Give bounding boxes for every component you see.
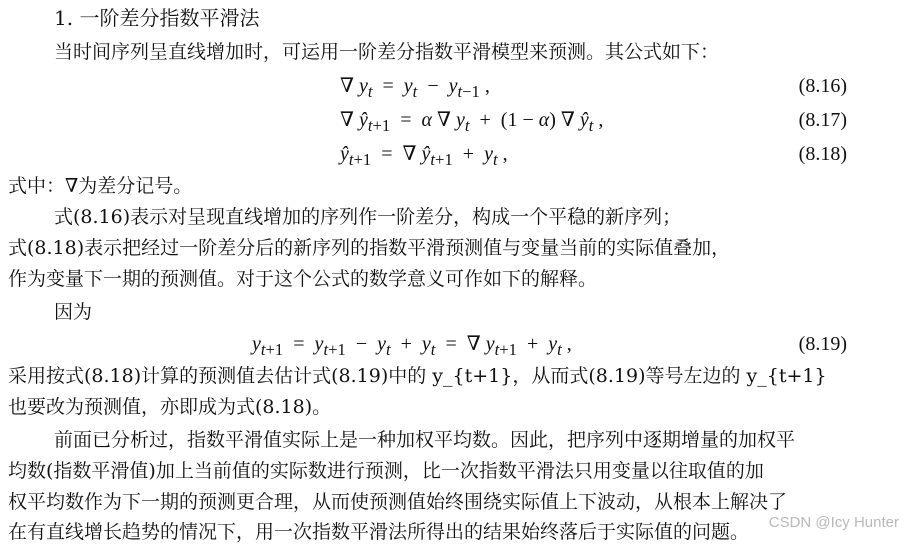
paragraph-line: 权平均数作为下一期的预测更合理，从而使预测值始终围绕实际值上下波动，从根本上解决了	[8, 491, 788, 513]
equation-8-19: $y_{t+1} = y_{t+1} - y_t + y_t$ = ∇ $y_{t+1} + y_t$ ,	[252, 333, 572, 359]
difference-note: 式中：∇为差分记号。	[8, 175, 193, 197]
equation-8-17: ∇ $ŷ_{t+1} = \alpha$ ∇ $y_t + (1 - \alpha)$ ∇ $ŷ_t$ ,	[340, 109, 604, 135]
equation-number: (8.16)	[798, 75, 847, 97]
paragraph-line: 也要改为预测值，亦即成为式(8.18)。	[8, 396, 332, 418]
equation-number: (8.18)	[798, 143, 847, 165]
paragraph-line: 在有直线增长趋势的情况下，用一次指数平滑法所得出的结果始终落后于实际值的问题。	[8, 521, 750, 543]
equation-number: (8.19)	[798, 333, 847, 355]
paragraph-line: 采用按式(8.18)计算的预测值去估计式(8.19)中的 y_{t+1}，从而式(8.19)等号左边的 y_{t+1}	[8, 365, 827, 387]
equation-number: (8.17)	[798, 109, 847, 131]
paragraph-line: 作为变量下一期的预测值。对于这个公式的数学意义可作如下的解释。	[8, 268, 598, 290]
paragraph-line: 式(8.18)表示把经过一阶差分后的新序列的指数平滑预测值与变量当前的实际值叠加，	[8, 237, 731, 259]
section-heading: 1. 一阶差分指数平滑法	[54, 6, 260, 30]
paragraph-line: 均数(指数平滑值)加上当前值的实际数进行预测，比一次指数平滑法只用变量以往取值的加	[8, 460, 764, 482]
csdn-watermark: CSDN @Icy Hunter	[768, 514, 899, 531]
paragraph-line: 式(8.16)表示对呈现直线增加的序列作一阶差分，构成一个平稳的新序列；	[54, 206, 682, 228]
equation-8-18: $ŷ_{t+1}$ = ∇ $ŷ_{t+1} + y_t$ ,	[340, 143, 508, 169]
because-text: 因为	[54, 301, 93, 323]
paragraph-line: 前面已分析过，指数平滑值实际上是一种加权平均数。因此，把序列中逐期增量的加权平	[54, 429, 796, 451]
equation-8-16: ∇ $y_t = y_t - y_{t-1}$ ,	[340, 75, 490, 101]
intro-text: 当时间序列呈直线增加时，可运用一阶差分指数平滑模型来预测。其公式如下：	[54, 41, 720, 63]
